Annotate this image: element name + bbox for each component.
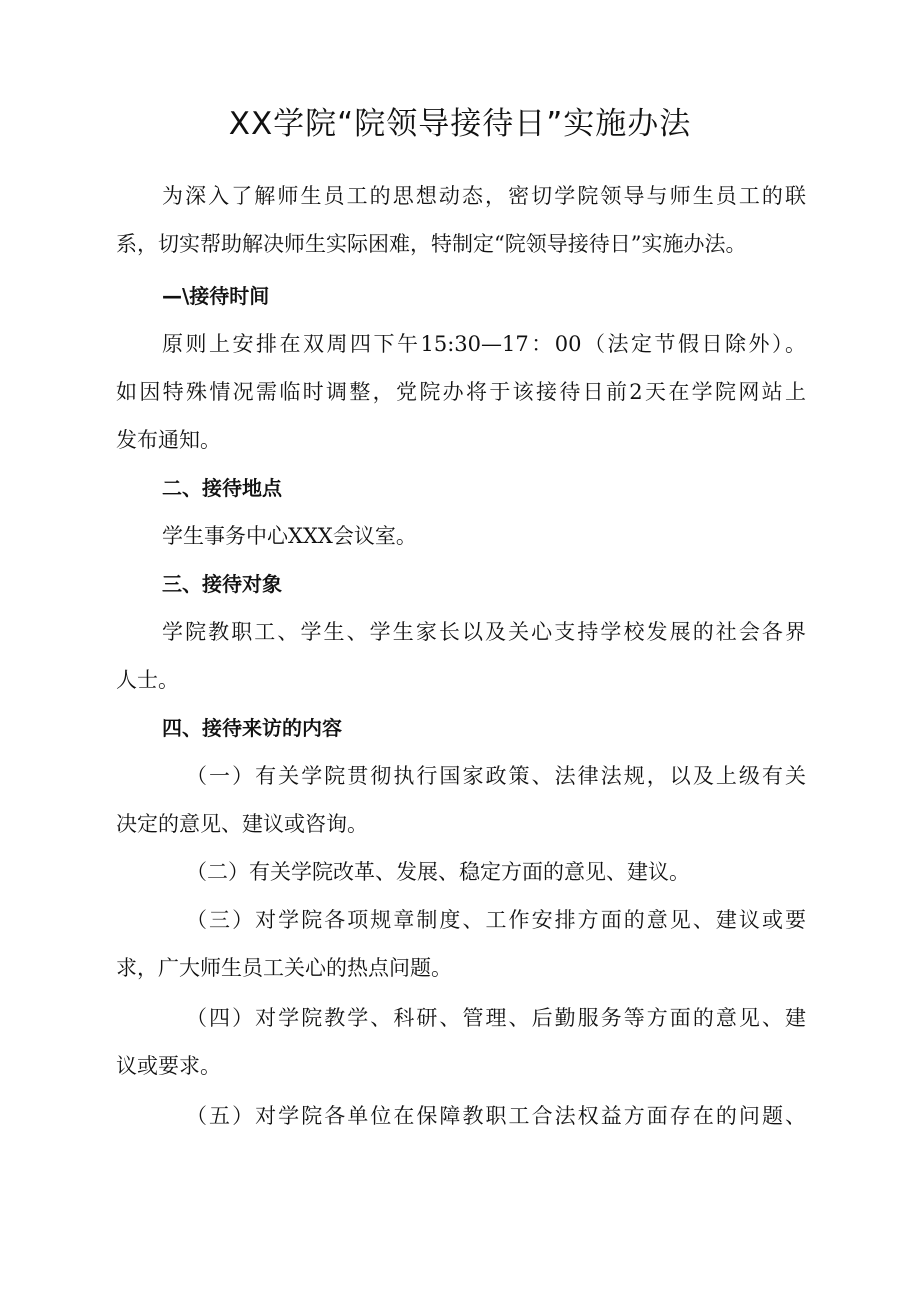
section-heading-time: —\接待时间 bbox=[162, 284, 270, 308]
content-item-2 bbox=[116, 848, 806, 896]
place-paragraph bbox=[116, 512, 806, 560]
content-item-3 bbox=[116, 896, 806, 992]
content-item-2-line-1: （二）有关学院改革、发展、稳定方面的意见、建议。 bbox=[186, 860, 690, 884]
document-title: XX学院“院领导接待日”实施办法 bbox=[228, 106, 692, 142]
content-item-4-line-2: 议或要求。 bbox=[116, 1054, 221, 1078]
content-item-4-line-1: （四）对学院教学、科研、管理、后勤服务等方面的意见、建 bbox=[186, 1006, 806, 1030]
section-heading-audience: 三、接待对象 bbox=[162, 572, 282, 596]
content-item-3-line-1: （三）对学院各项规章制度、工作安排方面的意见、建议或要 bbox=[186, 908, 806, 932]
time-paragraph bbox=[116, 320, 806, 464]
content-item-5-line-1: （五）对学院各单位在保障教职工合法权益方面存在的问题、 bbox=[186, 1104, 806, 1128]
content-item-1 bbox=[116, 752, 806, 848]
time-line-3: 发布通知。 bbox=[116, 428, 221, 452]
time-line-2: 如因特殊情况需临时调整，党院办将于该接待日前2天在学院网站上 bbox=[116, 380, 806, 404]
content-item-5 bbox=[116, 1092, 806, 1140]
intro-paragraph bbox=[116, 172, 806, 268]
content-item-1-line-1: （一）有关学院贯彻执行国家政策、法律法规，以及上级有关 bbox=[186, 764, 806, 788]
audience-paragraph bbox=[116, 608, 806, 704]
content-item-3-line-2: 求，广大师生员工关心的热点问题。 bbox=[116, 956, 452, 980]
content-item-1-line-2: 决定的意见、建议或咨询。 bbox=[116, 812, 368, 836]
audience-line-2: 人士。 bbox=[116, 668, 179, 692]
audience-line-1: 学院教职工、学生、学生家长以及关心支持学校发展的社会各界 bbox=[162, 620, 806, 644]
time-line-1: 原则上安排在双周四下午15:30—17：00（法定节假日除外）。 bbox=[162, 332, 806, 356]
intro-line-2: 系，切实帮助解决师生实际困难，特制定“院领导接待日”实施办法。 bbox=[116, 232, 747, 256]
section-heading-place: 二、接待地点 bbox=[162, 476, 282, 500]
intro-line-1: 为深入了解师生员工的思想动态，密切学院领导与师生员工的联 bbox=[162, 184, 806, 208]
place-line-1: 学生事务中心XXX会议室。 bbox=[162, 524, 417, 548]
section-heading-content: 四、接待来访的内容 bbox=[162, 716, 342, 740]
content-item-4 bbox=[116, 994, 806, 1090]
